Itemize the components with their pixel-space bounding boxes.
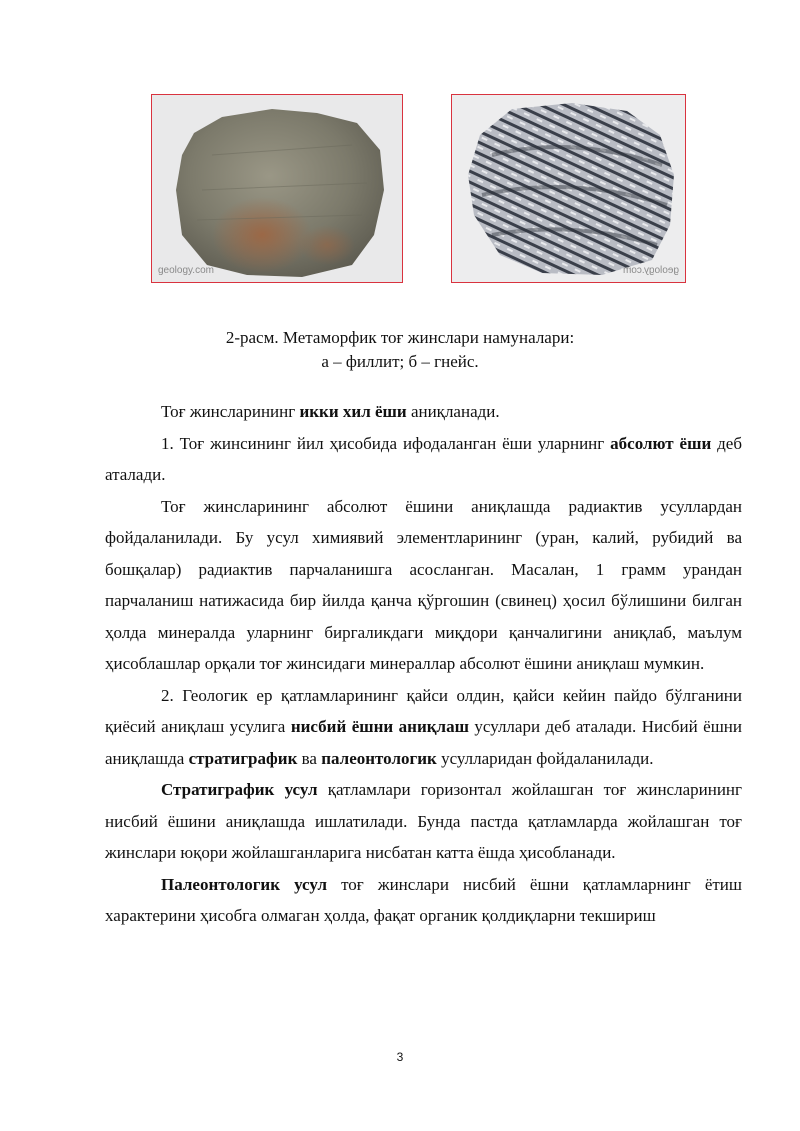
paragraph-3: Тоғ жинсларининг абсолют ёшини аниқлашда радиактив усуллардан фойдаланилади. Бу усул химиявий элементларининг (уран, калий, рубидий ва бошқалар) радиактив парчаланишга асосланган. Масалан, 1 грамм урандан парчаланиш натижасида бир йилда қанча қўргошин (свинец) ҳосил бўлишини билган ҳолда минералда уларнинг биргаликдаги миқдори қанчалигини аниқлаб, маълум ҳисоблашлар орқали тоғ жинсидаги минераллар абсолют ёшини аниқлаш мумкин. [105,496,742,673]
paragraph-1: Тоғ жинсларининг икки хил ёши аниқланади. [161,402,500,421]
figure-caption-legend: а – филлит; б – гнейс. [321,352,479,371]
gneiss-rock-illustration [452,95,686,283]
paragraph-2: 1. Тоғ жинсининг йил ҳисобида ифодаланган ёши уларнинг абсолют ёши деб аталади. [105,433,742,484]
phyllite-rock-illustration [152,95,403,283]
figure-caption-title: 2-расм. Метаморфик тоғ жинслари намуналари: [225,328,575,347]
page-number: 3 [396,1050,404,1064]
body-text [105,396,742,932]
watermark: geology.com [158,265,214,276]
paragraph-4: 2. Геологик ер қатламларининг қайси олдин, қайси кейин пайдо бўлганини қиёсий аниқлаш усулига нисбий ёшни аниқлаш усуллари деб аталади. Нисбий ёшни аниқлашда стратиграфик ва палеонтологик усулларидан фойдаланилади. [105,685,742,768]
phyllite-photo [151,94,403,283]
gneiss-photo [451,94,686,283]
watermark: geology.com [623,265,679,276]
paragraph-5: Стратиграфик усул қатламлари горизонтал жойлашган тоғ жинсларининг нисбий ёшини аниқлашда ишлатилади. Бунда пастда қатламларда жойлашган тоғ жинслари юқори жойлашганларига нисбатан катта ёшда ҳисобланади. [105,780,742,862]
paragraph-6: Палеонтологик усул тоғ жинслари нисбий ёшни қатламларнинг ётиш характерини ҳисобга олмаган ҳолда, фақат органик қолдиқларни текшириш [105,874,742,925]
